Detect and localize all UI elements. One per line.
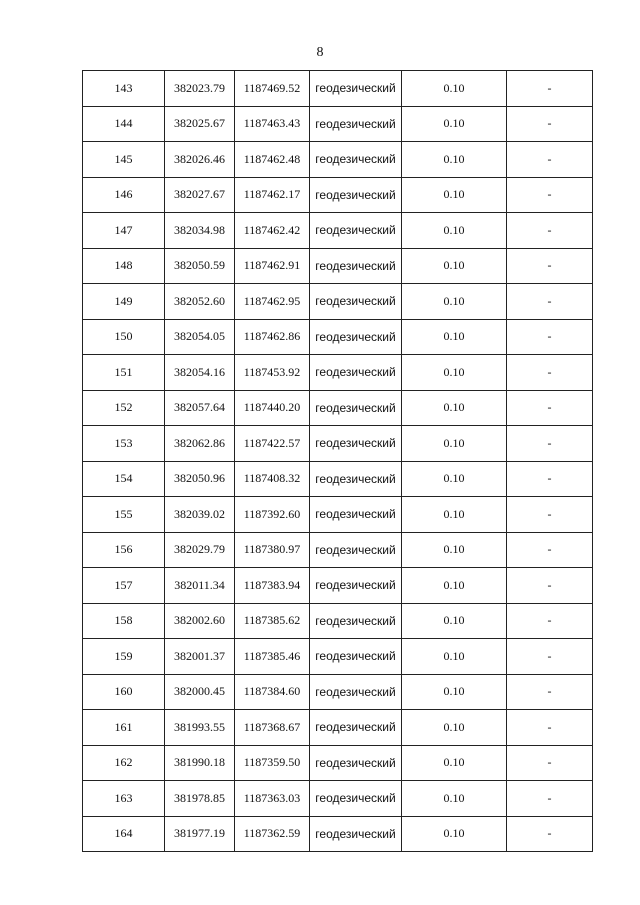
accuracy-cell: 0.10 <box>402 106 507 142</box>
description-cell: - <box>507 142 593 178</box>
point-number-cell: 145 <box>83 142 165 178</box>
y-coordinate-cell: 1187408.32 <box>235 461 310 497</box>
y-coordinate-cell: 1187440.20 <box>235 390 310 426</box>
method-cell: геодезический <box>310 142 402 178</box>
description-cell: - <box>507 248 593 284</box>
x-coordinate-cell: 382054.16 <box>165 355 235 391</box>
x-coordinate-cell: 382039.02 <box>165 497 235 533</box>
page-number: 8 <box>316 45 324 60</box>
accuracy-cell: 0.10 <box>402 213 507 249</box>
x-coordinate-cell: 382023.79 <box>165 71 235 107</box>
x-coordinate-cell: 382000.45 <box>165 674 235 710</box>
description-cell: - <box>507 568 593 604</box>
accuracy-cell: 0.10 <box>402 284 507 320</box>
table-row <box>83 532 593 568</box>
x-coordinate-cell: 382052.60 <box>165 284 235 320</box>
method-cell: геодезический <box>310 461 402 497</box>
accuracy-cell: 0.10 <box>402 248 507 284</box>
method-cell: геодезический <box>310 745 402 781</box>
point-number-cell: 156 <box>83 532 165 568</box>
description-cell: - <box>507 106 593 142</box>
accuracy-cell: 0.10 <box>402 532 507 568</box>
method-cell: геодезический <box>310 71 402 107</box>
point-number-cell: 143 <box>83 71 165 107</box>
point-number-cell: 161 <box>83 710 165 746</box>
table-row <box>83 816 593 852</box>
table-row <box>83 142 593 178</box>
method-cell: геодезический <box>310 284 402 320</box>
description-cell: - <box>507 816 593 852</box>
coordinates-table <box>82 70 593 852</box>
accuracy-cell: 0.10 <box>402 816 507 852</box>
point-number-cell: 147 <box>83 213 165 249</box>
x-coordinate-cell: 382025.67 <box>165 106 235 142</box>
point-number-cell: 159 <box>83 639 165 675</box>
table-row <box>83 603 593 639</box>
accuracy-cell: 0.10 <box>402 142 507 178</box>
x-coordinate-cell: 382002.60 <box>165 603 235 639</box>
x-coordinate-cell: 381977.19 <box>165 816 235 852</box>
table-row <box>83 248 593 284</box>
point-number-cell: 144 <box>83 106 165 142</box>
x-coordinate-cell: 382027.67 <box>165 177 235 213</box>
point-number-cell: 154 <box>83 461 165 497</box>
accuracy-cell: 0.10 <box>402 390 507 426</box>
accuracy-cell: 0.10 <box>402 674 507 710</box>
y-coordinate-cell: 1187469.52 <box>235 71 310 107</box>
accuracy-cell: 0.10 <box>402 461 507 497</box>
accuracy-cell: 0.10 <box>402 355 507 391</box>
point-number-cell: 163 <box>83 781 165 817</box>
point-number-cell: 160 <box>83 674 165 710</box>
method-cell: геодезический <box>310 248 402 284</box>
x-coordinate-cell: 382050.59 <box>165 248 235 284</box>
x-coordinate-cell: 381990.18 <box>165 745 235 781</box>
x-coordinate-cell: 382034.98 <box>165 213 235 249</box>
table-row <box>83 781 593 817</box>
method-cell: геодезический <box>310 426 402 462</box>
description-cell: - <box>507 532 593 568</box>
method-cell: геодезический <box>310 710 402 746</box>
coordinates-table-body <box>83 71 593 852</box>
y-coordinate-cell: 1187463.43 <box>235 106 310 142</box>
y-coordinate-cell: 1187385.46 <box>235 639 310 675</box>
accuracy-cell: 0.10 <box>402 568 507 604</box>
description-cell: - <box>507 461 593 497</box>
table-row <box>83 745 593 781</box>
y-coordinate-cell: 1187462.95 <box>235 284 310 320</box>
point-number-cell: 158 <box>83 603 165 639</box>
table-row <box>83 355 593 391</box>
y-coordinate-cell: 1187453.92 <box>235 355 310 391</box>
point-number-cell: 150 <box>83 319 165 355</box>
table-row <box>83 461 593 497</box>
table-row <box>83 674 593 710</box>
accuracy-cell: 0.10 <box>402 745 507 781</box>
method-cell: геодезический <box>310 106 402 142</box>
method-cell: геодезический <box>310 816 402 852</box>
method-cell: геодезический <box>310 674 402 710</box>
description-cell: - <box>507 390 593 426</box>
description-cell: - <box>507 674 593 710</box>
description-cell: - <box>507 639 593 675</box>
description-cell: - <box>507 710 593 746</box>
description-cell: - <box>507 71 593 107</box>
method-cell: геодезический <box>310 603 402 639</box>
x-coordinate-cell: 382057.64 <box>165 390 235 426</box>
accuracy-cell: 0.10 <box>402 639 507 675</box>
x-coordinate-cell: 382029.79 <box>165 532 235 568</box>
method-cell: геодезический <box>310 177 402 213</box>
accuracy-cell: 0.10 <box>402 603 507 639</box>
point-number-cell: 164 <box>83 816 165 852</box>
point-number-cell: 146 <box>83 177 165 213</box>
x-coordinate-cell: 382011.34 <box>165 568 235 604</box>
y-coordinate-cell: 1187383.94 <box>235 568 310 604</box>
y-coordinate-cell: 1187368.67 <box>235 710 310 746</box>
y-coordinate-cell: 1187392.60 <box>235 497 310 533</box>
table-row <box>83 497 593 533</box>
table-row <box>83 213 593 249</box>
method-cell: геодезический <box>310 213 402 249</box>
y-coordinate-cell: 1187462.86 <box>235 319 310 355</box>
description-cell: - <box>507 177 593 213</box>
table-row <box>83 568 593 604</box>
point-number-cell: 155 <box>83 497 165 533</box>
table-row <box>83 71 593 107</box>
description-cell: - <box>507 213 593 249</box>
y-coordinate-cell: 1187384.60 <box>235 674 310 710</box>
method-cell: геодезический <box>310 497 402 533</box>
x-coordinate-cell: 382062.86 <box>165 426 235 462</box>
y-coordinate-cell: 1187462.91 <box>235 248 310 284</box>
x-coordinate-cell: 382026.46 <box>165 142 235 178</box>
x-coordinate-cell: 382054.05 <box>165 319 235 355</box>
description-cell: - <box>507 781 593 817</box>
table-row <box>83 710 593 746</box>
table-row <box>83 106 593 142</box>
y-coordinate-cell: 1187362.59 <box>235 816 310 852</box>
y-coordinate-cell: 1187462.17 <box>235 177 310 213</box>
table-row <box>83 390 593 426</box>
description-cell: - <box>507 497 593 533</box>
description-cell: - <box>507 284 593 320</box>
x-coordinate-cell: 381978.85 <box>165 781 235 817</box>
x-coordinate-cell: 382050.96 <box>165 461 235 497</box>
method-cell: геодезический <box>310 390 402 426</box>
method-cell: геодезический <box>310 568 402 604</box>
table-row <box>83 639 593 675</box>
method-cell: геодезический <box>310 355 402 391</box>
x-coordinate-cell: 382001.37 <box>165 639 235 675</box>
x-coordinate-cell: 381993.55 <box>165 710 235 746</box>
point-number-cell: 153 <box>83 426 165 462</box>
point-number-cell: 149 <box>83 284 165 320</box>
description-cell: - <box>507 745 593 781</box>
table-row <box>83 319 593 355</box>
description-cell: - <box>507 319 593 355</box>
description-cell: - <box>507 603 593 639</box>
accuracy-cell: 0.10 <box>402 319 507 355</box>
description-cell: - <box>507 426 593 462</box>
accuracy-cell: 0.10 <box>402 497 507 533</box>
y-coordinate-cell: 1187462.48 <box>235 142 310 178</box>
method-cell: геодезический <box>310 639 402 675</box>
description-cell: - <box>507 355 593 391</box>
y-coordinate-cell: 1187363.03 <box>235 781 310 817</box>
method-cell: геодезический <box>310 781 402 817</box>
y-coordinate-cell: 1187385.62 <box>235 603 310 639</box>
table-row <box>83 177 593 213</box>
point-number-cell: 152 <box>83 390 165 426</box>
point-number-cell: 162 <box>83 745 165 781</box>
accuracy-cell: 0.10 <box>402 781 507 817</box>
table-row <box>83 284 593 320</box>
point-number-cell: 157 <box>83 568 165 604</box>
method-cell: геодезический <box>310 532 402 568</box>
y-coordinate-cell: 1187462.42 <box>235 213 310 249</box>
accuracy-cell: 0.10 <box>402 710 507 746</box>
table-row <box>83 426 593 462</box>
method-cell: геодезический <box>310 319 402 355</box>
point-number-cell: 148 <box>83 248 165 284</box>
accuracy-cell: 0.10 <box>402 177 507 213</box>
accuracy-cell: 0.10 <box>402 426 507 462</box>
point-number-cell: 151 <box>83 355 165 391</box>
y-coordinate-cell: 1187359.50 <box>235 745 310 781</box>
y-coordinate-cell: 1187422.57 <box>235 426 310 462</box>
y-coordinate-cell: 1187380.97 <box>235 532 310 568</box>
accuracy-cell: 0.10 <box>402 71 507 107</box>
